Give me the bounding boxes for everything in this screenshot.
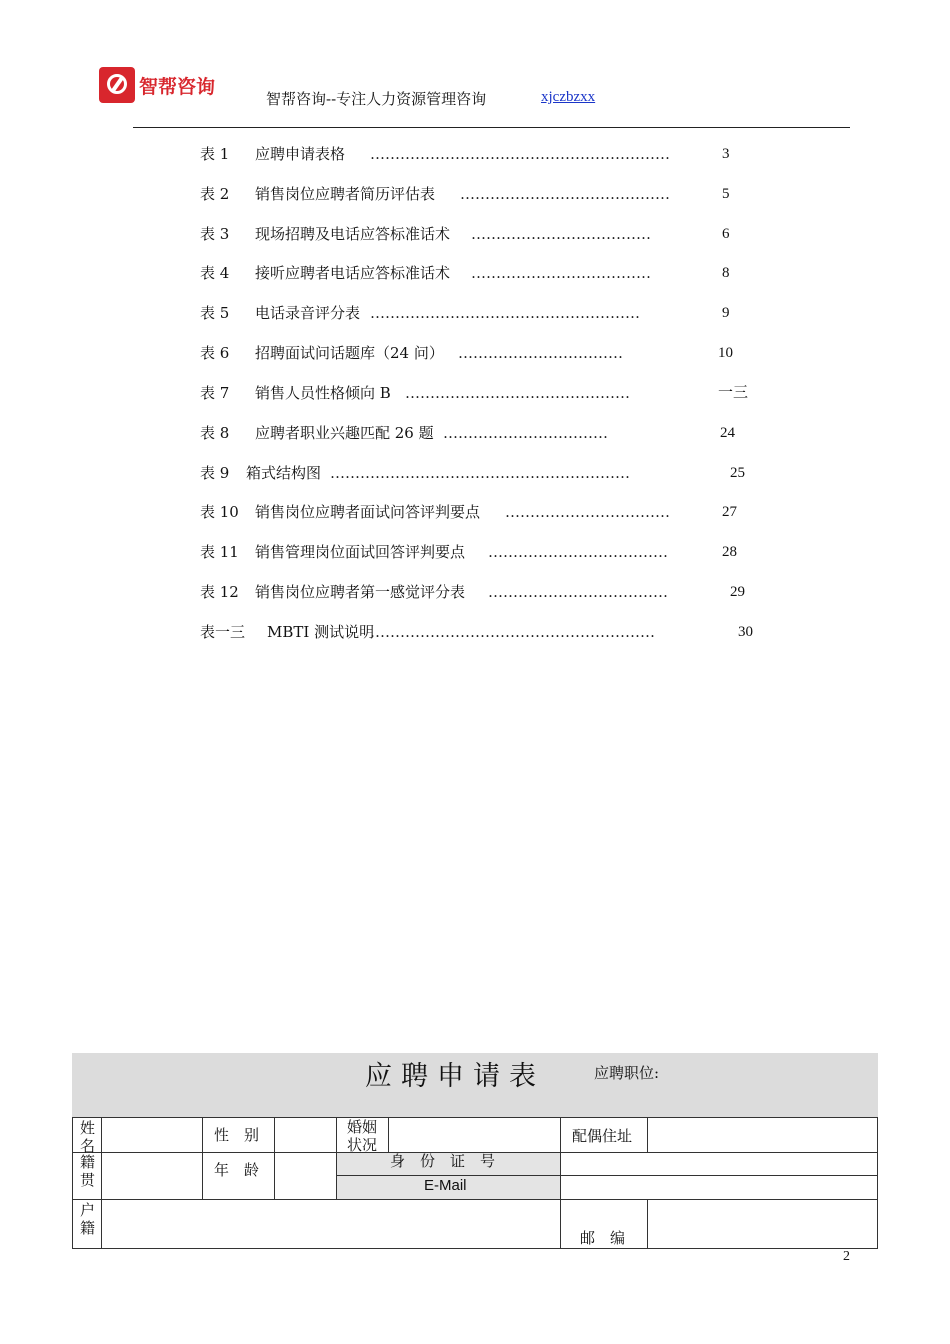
postcode-label: 邮 编 [580, 1229, 626, 1247]
toc-number: 表 9 [200, 464, 230, 482]
toc-number: 表 8 [200, 424, 230, 442]
toc-page: 24 [720, 425, 735, 441]
toc-leader: ……………………………… [471, 225, 651, 243]
name-field[interactable] [102, 1118, 201, 1152]
postcode-field[interactable] [648, 1200, 876, 1248]
spouse-address-field[interactable] [648, 1118, 876, 1152]
toc-leader: ………………………………………………… [370, 623, 655, 641]
native-place-field[interactable] [102, 1153, 201, 1199]
application-form [72, 1053, 878, 1249]
toc-title: 招聘面试问话题库（24 问） [255, 344, 444, 362]
toc-number: 表一三 [200, 623, 246, 641]
header-divider [133, 127, 850, 128]
toc-leader: …………………………… [505, 503, 670, 521]
marital-status-field[interactable] [389, 1118, 559, 1152]
household-field[interactable] [102, 1200, 559, 1248]
toc-title: 应聘申请表格 [255, 145, 346, 163]
household-label: 户籍 [80, 1201, 96, 1237]
col-divider [202, 1117, 203, 1199]
toc-title: MBTI 测试说明 [267, 623, 375, 641]
name-label: 姓名 [80, 1119, 96, 1155]
toc-number: 表 4 [200, 264, 230, 282]
toc-page: 6 [722, 226, 730, 242]
col-divider [336, 1117, 337, 1199]
spouse-address-label: 配偶住址 [572, 1127, 633, 1145]
toc-page: 一三 [718, 385, 749, 401]
id-number-field[interactable] [561, 1153, 877, 1175]
toc-number: 表 12 [200, 583, 239, 601]
toc-title: 箱式结构图 [246, 464, 322, 482]
toc-leader: …………………………………………………… [330, 464, 630, 482]
toc-page: 27 [722, 504, 737, 520]
marital-status-label: 婚姻状况 [347, 1118, 378, 1154]
toc-leader: ……………………………… [488, 543, 668, 561]
id-number-label: 身 份 证 号 [390, 1152, 496, 1170]
applied-position-label: 应聘职位: [594, 1064, 660, 1082]
toc-leader: ……………………………… [471, 264, 651, 282]
form-header [72, 1053, 878, 1118]
toc-title: 应聘者职业兴趣匹配 26 题 [255, 424, 434, 442]
toc-number: 表 1 [200, 145, 230, 163]
toc-leader: ……………………………… [488, 583, 668, 601]
email-label: E-Mail [424, 1177, 467, 1194]
toc-page: 29 [730, 584, 745, 600]
toc-number: 表 11 [200, 543, 239, 561]
toc-title: 接听应聘者电话应答标准话术 [255, 264, 451, 282]
toc-page: 10 [718, 345, 733, 361]
toc-leader: ……………………………………… [405, 384, 630, 402]
toc-number: 表 2 [200, 185, 230, 203]
toc-page: 3 [722, 146, 730, 162]
company-logo [99, 66, 215, 104]
gender-field[interactable] [275, 1118, 335, 1152]
toc-title: 现场招聘及电话应答标准话术 [255, 225, 451, 243]
gender-label: 性 别 [214, 1126, 260, 1144]
toc-title: 销售管理岗位面试回答评判要点 [255, 543, 466, 561]
toc-title: 销售人员性格倾向 B [255, 384, 391, 402]
logo-icon [99, 67, 135, 103]
toc-leader: …………………………………………………… [370, 145, 670, 163]
toc-page: 5 [722, 186, 730, 202]
page-number: 2 [843, 1249, 850, 1264]
toc-title: 销售岗位应聘者简历评估表 [255, 185, 436, 203]
toc-number: 表 7 [200, 384, 230, 402]
toc-title: 电话录音评分表 [255, 304, 361, 322]
toc-number: 表 3 [200, 225, 230, 243]
toc-page: 8 [722, 265, 730, 281]
toc-number: 表 10 [200, 503, 239, 521]
toc-page: 28 [722, 544, 737, 560]
header-tagline: 智帮咨询--专注人力资源管理咨询 [266, 90, 487, 108]
toc-leader: ……………………………………………… [370, 304, 640, 322]
form-title: 应聘申请表 [365, 1061, 545, 1092]
header-link[interactable]: xjczbzxx [541, 89, 596, 105]
toc-page: 9 [722, 305, 730, 321]
email-field[interactable] [561, 1176, 877, 1199]
native-place-label: 籍贯 [80, 1153, 96, 1189]
toc-number: 表 5 [200, 304, 230, 322]
toc-leader: …………………………… [458, 344, 623, 362]
toc-title: 销售岗位应聘者第一感觉评分表 [255, 583, 466, 601]
age-field[interactable] [275, 1153, 335, 1199]
age-label: 年 龄 [214, 1161, 260, 1179]
toc-leader: …………………………… [443, 424, 608, 442]
logo-text: 智帮咨询 [139, 75, 216, 98]
toc-page: 25 [730, 465, 745, 481]
toc-leader: …………………………………… [460, 185, 670, 203]
toc-number: 表 6 [200, 344, 230, 362]
toc-page: 30 [738, 624, 753, 640]
toc-title: 销售岗位应聘者面试问答评判要点 [255, 503, 481, 521]
